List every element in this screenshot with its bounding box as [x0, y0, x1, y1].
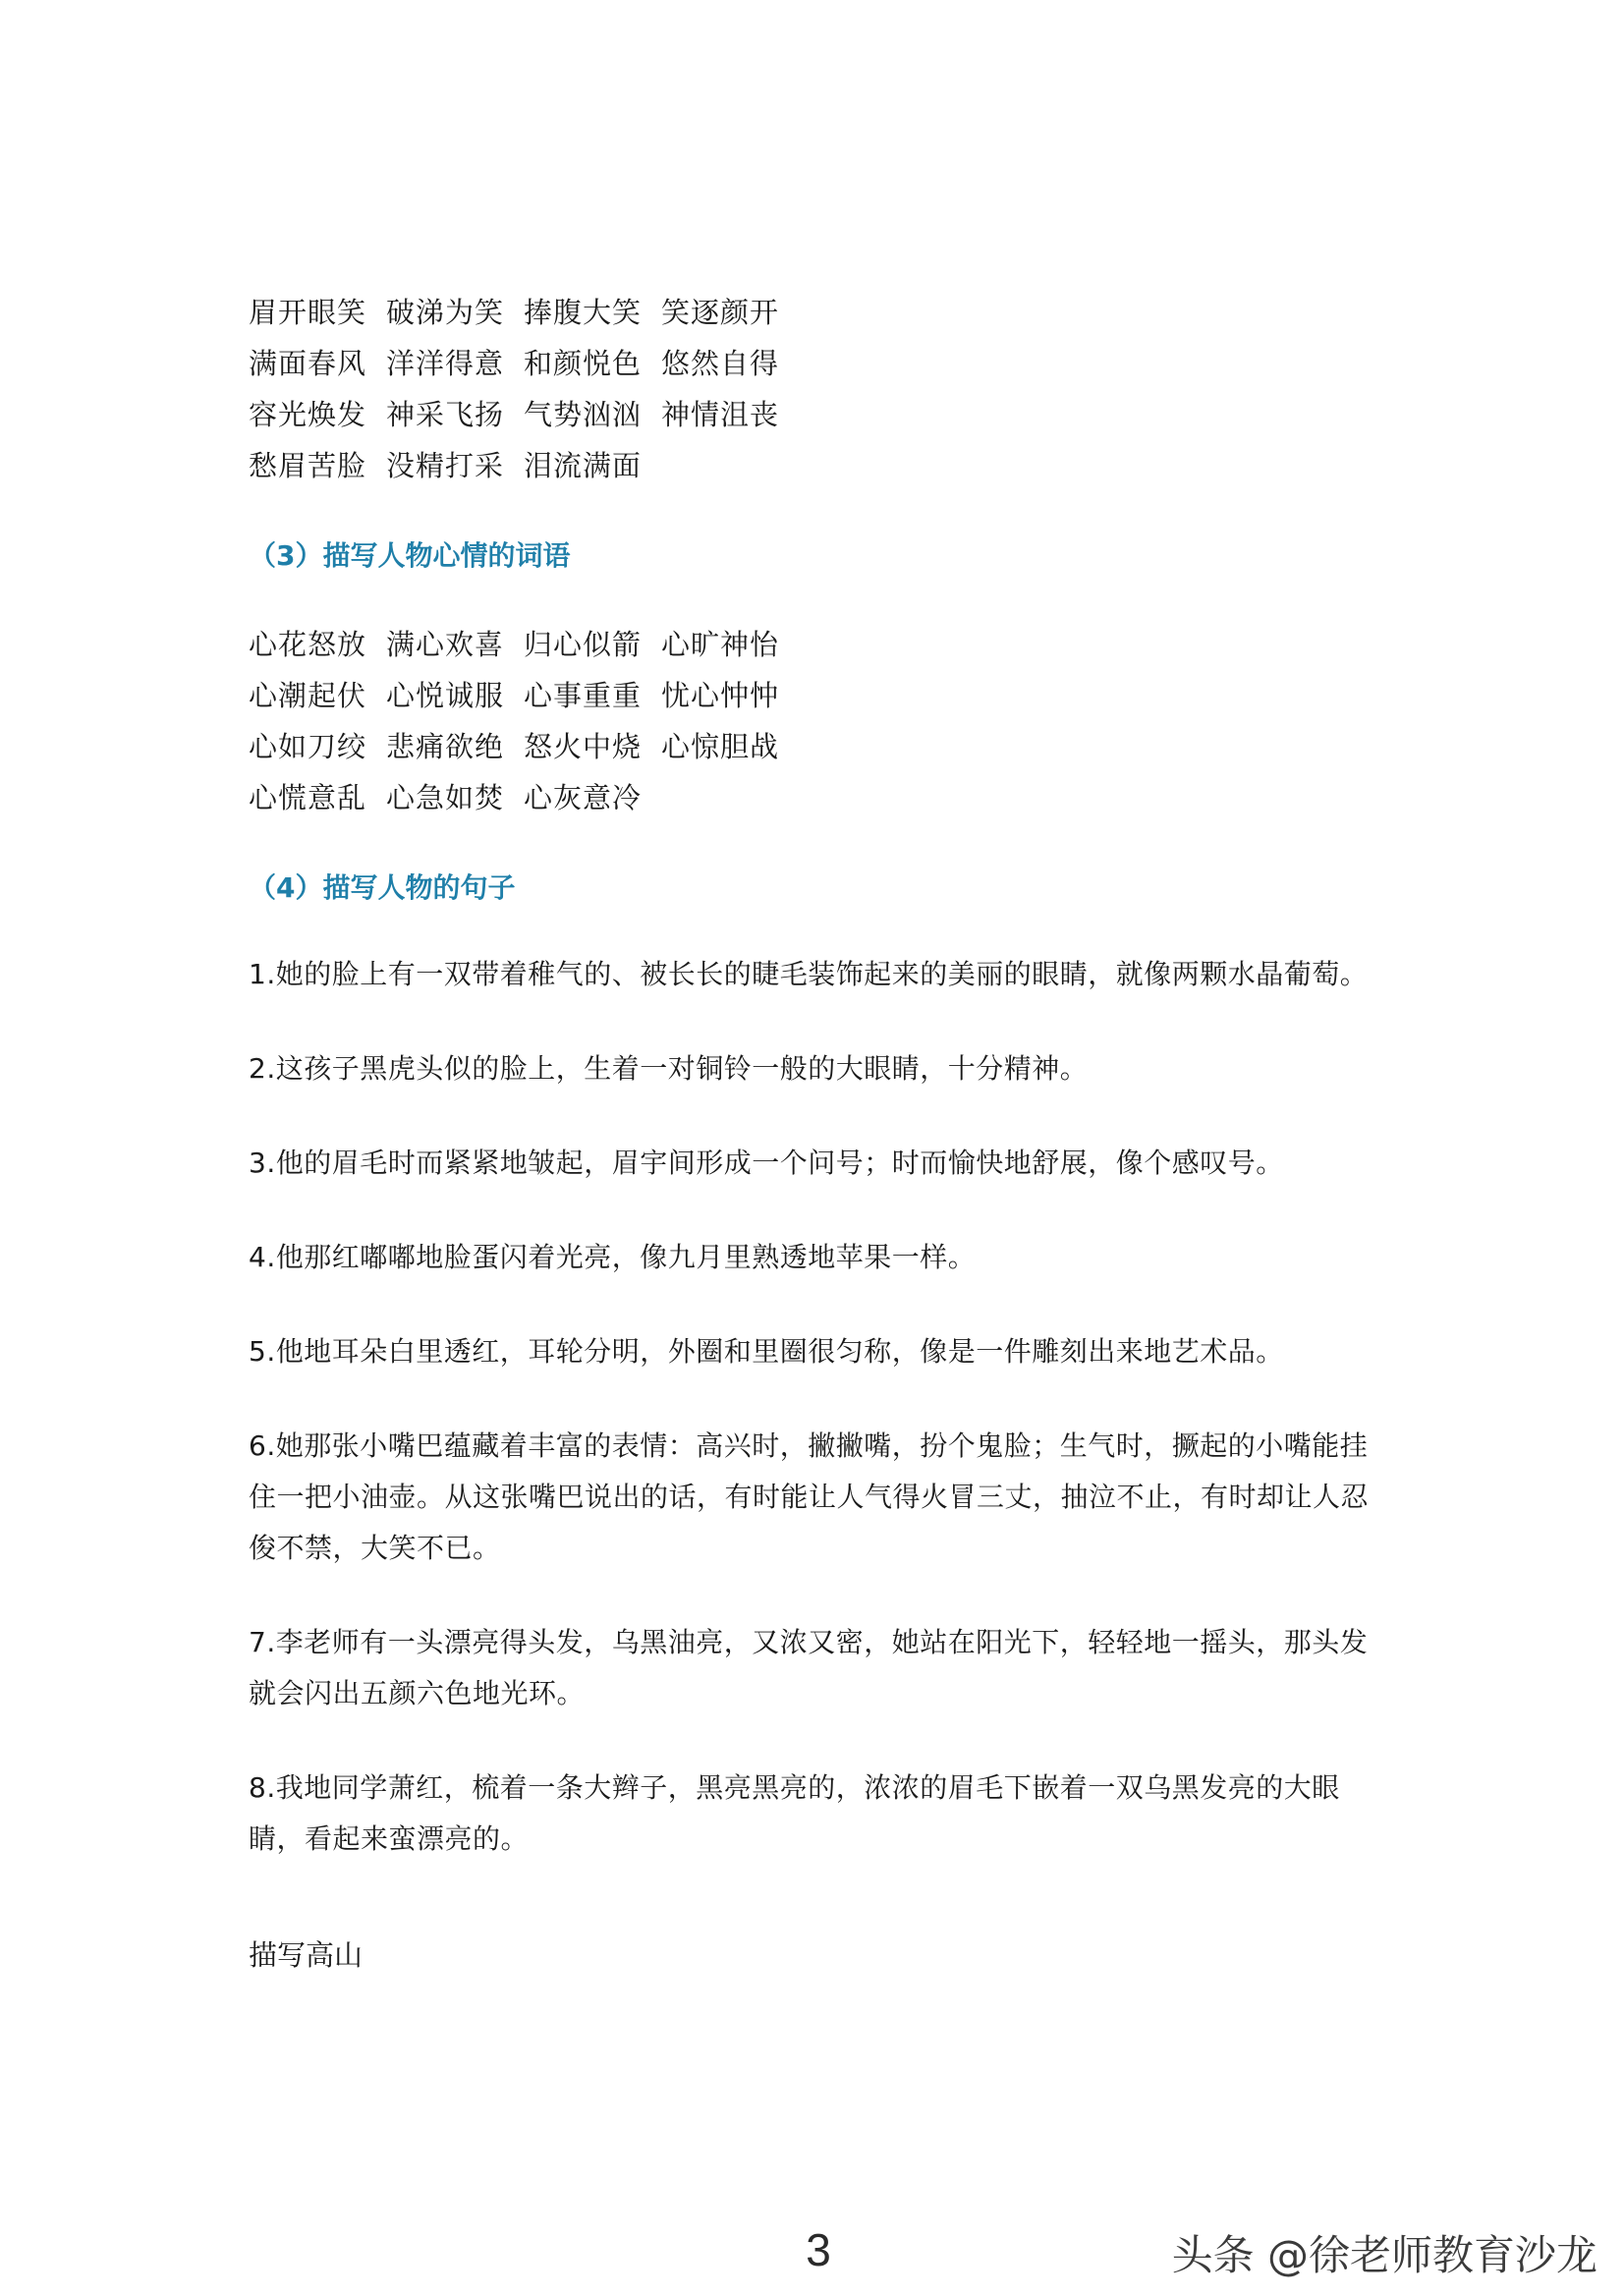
sentence-item: 2.这孩子黑虎头似的脸上，生着一对铜铃一般的大眼睛，十分精神。 — [249, 1052, 1089, 1085]
page-number: 3 — [806, 2224, 831, 2275]
word: 气势汹汹 — [524, 398, 643, 431]
word: 破涕为笑 — [386, 296, 505, 329]
sentence-item: 1.她的脸上有一双带着稚气的、被长长的睫毛装饰起来的美丽的眼睛，就像两颗水晶葡萄。 — [249, 958, 1369, 990]
page-content — [249, 287, 1393, 1975]
word: 和颜悦色 — [524, 347, 643, 380]
section-heading-person-sentences: （4）描写人物的句子 — [249, 871, 516, 904]
word: 悠然自得 — [661, 347, 780, 380]
word: 心潮起伏 — [249, 679, 367, 712]
word: 心悦诚服 — [386, 679, 505, 712]
word-line — [249, 338, 1393, 389]
word: 没精打采 — [386, 449, 505, 482]
word-line — [249, 772, 1393, 823]
word: 心惊胆战 — [661, 730, 780, 763]
word: 心急如焚 — [386, 781, 505, 814]
word: 怒火中烧 — [524, 730, 643, 763]
word: 悲痛欲绝 — [386, 730, 505, 763]
word: 神采飞扬 — [386, 398, 505, 431]
word: 忧心忡忡 — [661, 679, 780, 712]
word: 心灰意冷 — [524, 781, 643, 814]
word: 容光焕发 — [249, 398, 367, 431]
mood-word-list — [249, 619, 1393, 823]
sentence-item: 5.他地耳朵白里透红，耳轮分明，外圈和里圈很匀称，像是一件雕刻出来地艺术品。 — [249, 1335, 1284, 1368]
word: 心慌意乱 — [249, 781, 367, 814]
section-heading-mood-words: （3）描写人物心情的词语 — [249, 539, 571, 572]
sentence-item: 4.他那红嘟嘟地脸蛋闪着光亮，像九月里熟透地苹果一样。 — [249, 1241, 977, 1273]
word: 心如刀绞 — [249, 730, 367, 763]
word: 心花怒放 — [249, 628, 367, 661]
word-line — [249, 389, 1393, 440]
word: 满心欢喜 — [386, 628, 505, 661]
word: 泪流满面 — [524, 449, 643, 482]
word-line — [249, 619, 1393, 670]
word: 愁眉苦脸 — [249, 449, 367, 482]
word: 捧腹大笑 — [524, 296, 643, 329]
word: 笑逐颜开 — [661, 296, 780, 329]
word-line — [249, 721, 1393, 772]
sentence-item: 6.她那张小嘴巴蕴藏着丰富的表情：高兴时，撇撇嘴，扮个鬼脸；生气时，撅起的小嘴能挂住一把小油壶。从这张嘴巴说出的话，有时能让人气得火冒三丈，抽泣不止，有时却让人忍俊不禁，大笑不已。 — [249, 1429, 1370, 1564]
word-line — [249, 670, 1393, 721]
next-section-label: 描写高山 — [249, 1938, 364, 1972]
word: 满面春风 — [249, 347, 367, 380]
sentence-item: 3.他的眉毛时而紧紧地皱起，眉宇间形成一个问号；时而愉快地舒展，像个感叹号。 — [249, 1147, 1284, 1179]
word: 眉开眼笑 — [249, 296, 367, 329]
word: 心事重重 — [524, 679, 643, 712]
word-line — [249, 287, 1393, 338]
sentence-item: 8.我地同学萧红，梳着一条大辫子，黑亮黑亮的，浓浓的眉毛下嵌着一双乌黑发亮的大眼睛，看起来蛮漂亮的。 — [249, 1771, 1340, 1855]
expression-word-list — [249, 287, 1393, 491]
word: 神情沮丧 — [661, 398, 780, 431]
sentence-list — [249, 949, 1393, 1865]
word: 心旷神怡 — [661, 628, 780, 661]
word-line — [249, 440, 1393, 491]
word: 归心似箭 — [524, 628, 643, 661]
word: 洋洋得意 — [386, 347, 505, 380]
watermark: 头条 @徐老师教育沙龙 — [1171, 2231, 1597, 2279]
sentence-item: 7.李老师有一头漂亮得头发，乌黑油亮，又浓又密，她站在阳光下，轻轻地一摇头，那头发就会闪出五颜六色地光环。 — [249, 1626, 1369, 1709]
